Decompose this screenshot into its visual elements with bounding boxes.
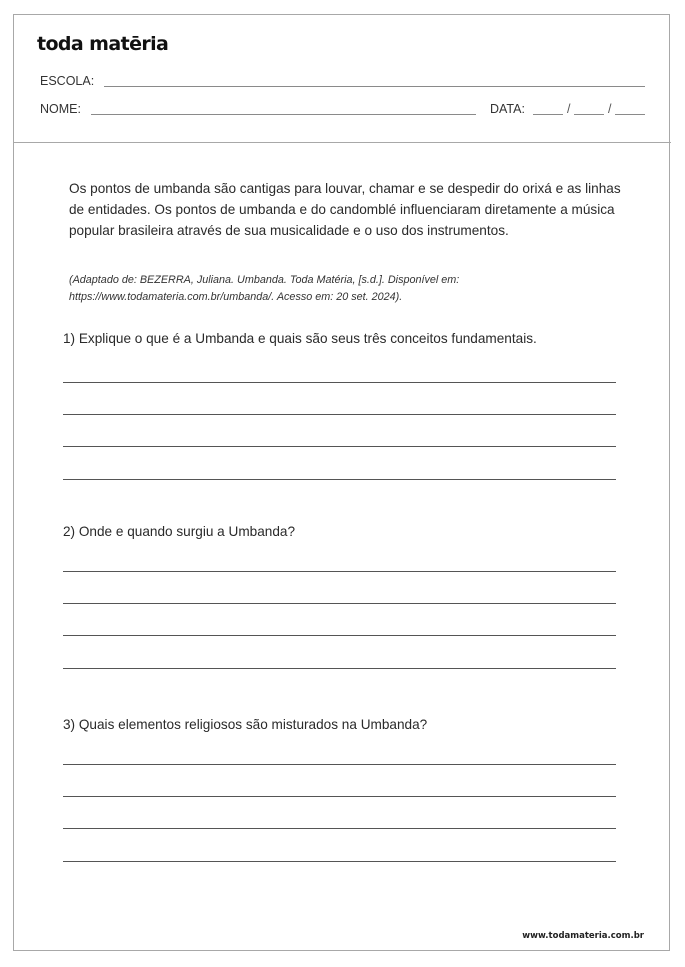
question-2: 2) Onde e quando surgiu a Umbanda? bbox=[63, 524, 296, 539]
name-field[interactable] bbox=[91, 114, 476, 115]
name-label: NOME: bbox=[40, 102, 81, 116]
answer-line[interactable] bbox=[63, 603, 616, 604]
worksheet-border bbox=[13, 14, 670, 951]
date-separator: / bbox=[567, 102, 571, 116]
reading-passage: Os pontos de umbanda são cantigas para louvar, chamar e se despedir do orixá e as linhas de entidades. Os pontos de umbanda e do candomblé influenciaram diretamente a música popular brasileira através de sua musicalidade e o uso dos instrumentos. bbox=[69, 181, 621, 238]
date-separator: / bbox=[608, 102, 612, 116]
citation: (Adaptado de: BEZERRA, Juliana. Umbanda. Toda Matéria, [s.d.]. Disponível em: https://www.todamateria.com.br/umbanda/. Acesso em: 20 set. 2024). bbox=[69, 274, 460, 303]
answer-line[interactable] bbox=[63, 828, 616, 829]
answer-line[interactable] bbox=[63, 764, 616, 765]
footer-website: www.todamateria.com.br bbox=[522, 931, 644, 941]
question-3: 3) Quais elementos religiosos são misturados na Umbanda? bbox=[63, 717, 428, 732]
answer-line[interactable] bbox=[63, 796, 616, 797]
school-field[interactable] bbox=[104, 86, 645, 87]
answer-line[interactable] bbox=[63, 861, 616, 862]
school-label: ESCOLA: bbox=[40, 74, 95, 88]
answer-line[interactable] bbox=[63, 668, 616, 669]
answer-line[interactable] bbox=[63, 479, 616, 480]
answer-line[interactable] bbox=[63, 382, 616, 383]
logo: toda matēria bbox=[37, 33, 169, 55]
date-month-field[interactable] bbox=[574, 114, 604, 115]
answer-line[interactable] bbox=[63, 571, 616, 572]
header-divider bbox=[13, 142, 671, 143]
answer-line[interactable] bbox=[63, 446, 616, 447]
date-day-field[interactable] bbox=[533, 114, 563, 115]
date-label: DATA: bbox=[490, 102, 525, 116]
answer-line[interactable] bbox=[63, 414, 616, 415]
question-1: 1) Explique o que é a Umbanda e quais são seus três conceitos fundamentais. bbox=[63, 331, 537, 346]
date-year-field[interactable] bbox=[615, 114, 645, 115]
answer-line[interactable] bbox=[63, 635, 616, 636]
